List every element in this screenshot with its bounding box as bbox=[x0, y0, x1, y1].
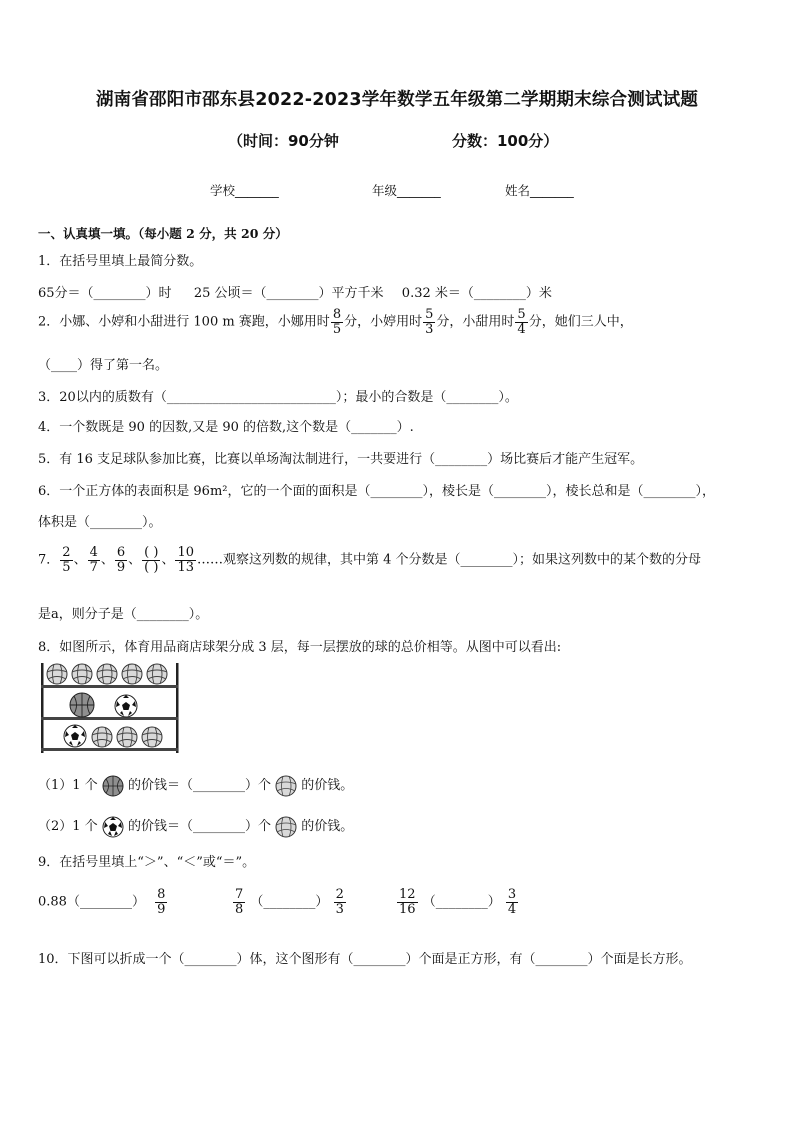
question-8-part-2 bbox=[38, 815, 353, 838]
denominator: 9 bbox=[116, 559, 126, 575]
question-5: 5．有 16 支足球队参加比赛，比赛以单场淘汰制进行，一共要进行（________）场比赛后才能产生冠军。 bbox=[38, 452, 644, 467]
volleyball-icon bbox=[72, 664, 92, 684]
rack-shelf-3 bbox=[41, 748, 178, 751]
rack-shelf-2 bbox=[41, 717, 178, 720]
volleyball-icon bbox=[122, 664, 142, 684]
question-2-text-a: 2．小娜、小婷和小甜进行 100 m 赛跑，小娜用时 bbox=[38, 314, 330, 330]
question-1a: 65分＝（________）时 bbox=[38, 286, 172, 301]
school-field: 学校_______ bbox=[210, 183, 279, 198]
question-8-stem: 8．如图所示，体育用品商店球架分成 3 层，每一层摆放的球的总价相等。从图中可以看出: bbox=[38, 640, 562, 655]
name-field: 姓名_______ bbox=[505, 183, 574, 198]
fraction bbox=[515, 308, 527, 336]
separator: 、 bbox=[73, 552, 87, 568]
question-9-part-a bbox=[38, 888, 168, 916]
volleyball-icon bbox=[142, 727, 162, 747]
question-9-part-b bbox=[232, 888, 347, 916]
rack-post-right bbox=[176, 663, 179, 753]
question-9b-blank: （________） bbox=[250, 894, 329, 910]
numerator: 2 bbox=[62, 545, 71, 560]
question-7-number: 7． bbox=[38, 552, 60, 568]
grade-field: 年级_______ bbox=[372, 183, 441, 198]
denominator: 16 bbox=[399, 901, 416, 917]
basketball-icon bbox=[70, 693, 94, 717]
question-8-1-text-c: 的价钱。 bbox=[301, 778, 354, 793]
numerator: 3 bbox=[507, 887, 517, 902]
question-9c-blank: （________） bbox=[422, 894, 501, 910]
question-2-text-d: 分，她们三人中， bbox=[528, 314, 633, 330]
question-1b: 25 公顷＝（________）平方千米 bbox=[193, 286, 384, 301]
question-3: 3．20以内的质数有（__________________________）；最小的合数是（________）。 bbox=[38, 390, 518, 405]
denominator: 4 bbox=[507, 901, 517, 917]
question-2-line-2: （____）得了第一名。 bbox=[38, 358, 169, 373]
question-2-text-c: 分，小甜用时 bbox=[436, 314, 515, 330]
fraction bbox=[233, 888, 245, 916]
page-title: 湖南省邵阳市邵东县2022-2023学年数学五年级第二学期期末综合测试试题 bbox=[95, 90, 699, 110]
soccer-ball-icon bbox=[64, 725, 86, 747]
numerator-blank: ( ) bbox=[144, 545, 159, 560]
fraction bbox=[423, 308, 435, 336]
separator: 、 bbox=[100, 552, 114, 568]
volleyball-icon bbox=[275, 775, 297, 797]
question-8-2-text-a: （2）1 个 bbox=[38, 819, 98, 834]
question-8-1-text-a: （1）1 个 bbox=[38, 778, 98, 793]
fraction bbox=[506, 888, 518, 916]
question-8-1-text-b: 的价钱＝（________）个 bbox=[127, 778, 271, 793]
numerator: 2 bbox=[335, 887, 344, 902]
numerator: 5 bbox=[425, 307, 434, 322]
question-4: 4．一个数既是 90 的因数,又是 90 的倍数,这个数是（_______）. bbox=[38, 420, 414, 435]
denominator: 3 bbox=[335, 901, 344, 917]
volleyball-icon bbox=[117, 727, 137, 747]
question-1-parts bbox=[38, 282, 552, 301]
fraction bbox=[331, 308, 343, 336]
question-7 bbox=[38, 546, 701, 574]
fraction bbox=[175, 546, 196, 574]
numerator: 8 bbox=[157, 887, 166, 902]
numerator: 6 bbox=[116, 545, 126, 560]
denominator: 5 bbox=[332, 321, 342, 337]
fraction-blank bbox=[142, 546, 160, 574]
numerator: 4 bbox=[89, 545, 98, 560]
question-9a-text: 0.88（________） bbox=[38, 894, 145, 910]
denominator: 8 bbox=[235, 901, 244, 917]
fraction bbox=[155, 888, 167, 916]
separator: 、 bbox=[161, 552, 175, 568]
rack-shelf-1 bbox=[41, 685, 178, 688]
question-6-line-1: 6．一个正方体的表面积是 96m²，它的一个面的面积是（________），棱长是（________），棱长总和是（________）， bbox=[38, 484, 715, 499]
question-8-2-text-b: 的价钱＝（________）个 bbox=[127, 819, 271, 834]
question-8-part-1 bbox=[38, 774, 353, 797]
question-2-text-b: 分，小婷用时 bbox=[344, 314, 423, 330]
volleyball-icon bbox=[147, 664, 167, 684]
question-10: 10．下图可以折成一个（________）体，这个图形有（________）个面是正方形，有（________）个面是长方形。 bbox=[38, 952, 692, 967]
fraction bbox=[88, 546, 100, 574]
question-9-part-c bbox=[396, 888, 519, 916]
fraction bbox=[115, 546, 127, 574]
volleyball-icon bbox=[92, 727, 112, 747]
section-heading: 一、认真填一填。（每小题 2 分，共 20 分） bbox=[38, 226, 288, 241]
time-limit: （时间：90分钟 bbox=[228, 132, 339, 150]
question-7-text: ……观察这列数的规律，其中第 4 个分数是（________）；如果这列数中的某个数的分母 bbox=[197, 552, 702, 568]
question-9-stem: 9．在括号里填上“＞”、“＜”或“＝”。 bbox=[38, 855, 256, 870]
ball-rack-figure bbox=[38, 661, 184, 757]
numerator: 7 bbox=[235, 887, 244, 902]
denominator: 13 bbox=[177, 559, 195, 575]
denominator: 3 bbox=[425, 321, 434, 337]
denominator: 7 bbox=[89, 559, 98, 575]
separator: 、 bbox=[128, 552, 142, 568]
volleyball-icon bbox=[275, 816, 297, 838]
soccer-ball-icon bbox=[115, 695, 137, 717]
numerator: 8 bbox=[332, 307, 342, 322]
numerator: 5 bbox=[517, 307, 526, 322]
soccer-ball-icon bbox=[102, 816, 124, 838]
volleyball-icon bbox=[47, 664, 67, 684]
question-7-line-2: 是a，则分子是（________）。 bbox=[38, 607, 209, 622]
fraction bbox=[397, 888, 418, 916]
fraction bbox=[60, 546, 72, 574]
question-2 bbox=[38, 308, 633, 336]
basketball-icon bbox=[102, 775, 124, 797]
question-6-line-2: 体积是（________）。 bbox=[38, 515, 162, 530]
denominator-blank: ( ) bbox=[144, 559, 159, 575]
question-1c: 0.32 米＝（________）米 bbox=[401, 286, 552, 301]
volleyball-icon bbox=[97, 664, 117, 684]
numerator: 12 bbox=[399, 887, 416, 902]
total-score: 分数：100分） bbox=[452, 132, 559, 150]
denominator: 5 bbox=[62, 559, 71, 575]
fraction bbox=[334, 888, 346, 916]
question-1-stem: 1．在括号里填上最简分数。 bbox=[38, 254, 203, 269]
question-8-2-text-c: 的价钱。 bbox=[301, 819, 354, 834]
rack-post-left bbox=[41, 663, 44, 753]
numerator: 10 bbox=[177, 545, 195, 560]
denominator: 4 bbox=[517, 321, 526, 337]
denominator: 9 bbox=[157, 901, 166, 917]
